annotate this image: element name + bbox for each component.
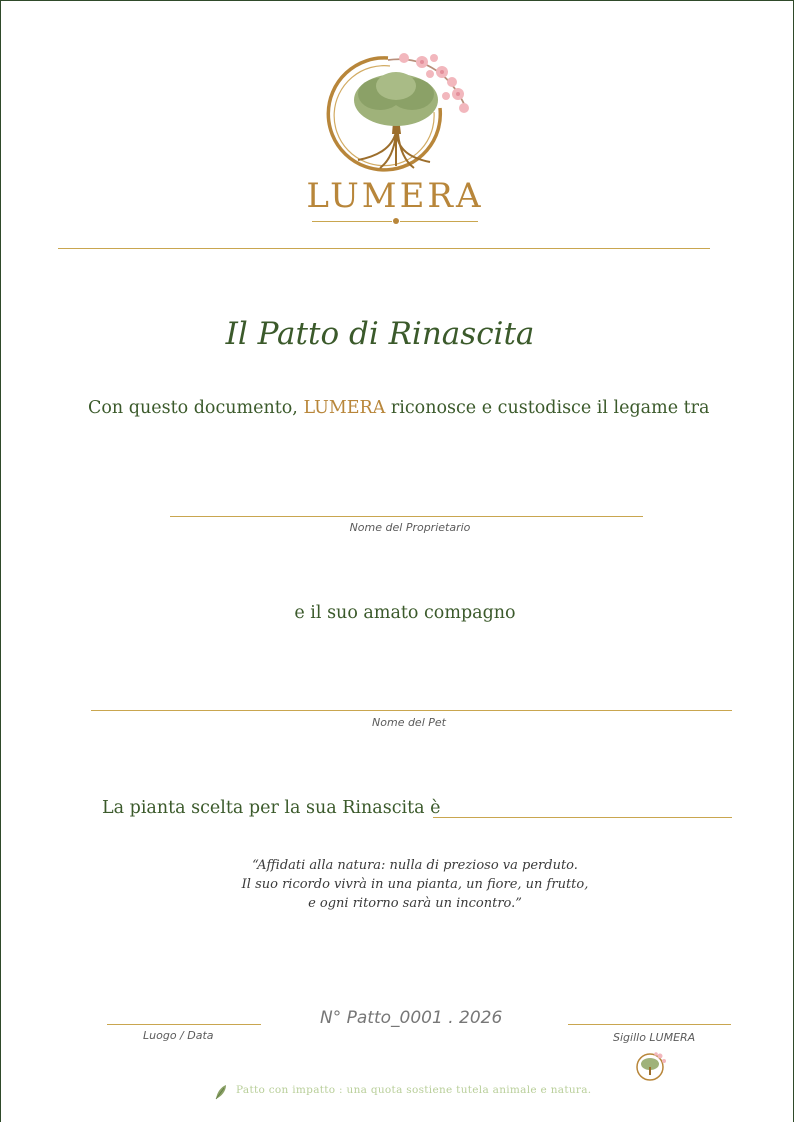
intro-text-before: Con questo documento,	[88, 398, 304, 418]
quote-block	[170, 856, 660, 913]
seal-caption: Sigillo LUMERA	[613, 1031, 696, 1044]
brand-wordmark: LUMERA	[306, 176, 484, 216]
header-divider	[58, 248, 710, 249]
owner-name-caption: Nome del Proprietario	[349, 521, 471, 534]
owner-name-line[interactable]	[170, 516, 643, 517]
logo-ornament-dot	[393, 218, 399, 224]
plant-text: La pianta scelta per la sua Rinascita è	[102, 798, 441, 818]
quote-line-2: Il suo ricordo vivrà in una pianta, un fiore, un frutto,	[241, 877, 589, 892]
place-date-caption: Luogo / Data	[143, 1029, 214, 1042]
pet-name-caption: Nome del Pet	[372, 716, 446, 729]
lumera-tree-logo	[318, 48, 478, 180]
pet-name-line[interactable]	[91, 710, 732, 711]
lumera-seal-icon	[634, 1049, 670, 1083]
logo-ornament-left	[312, 221, 392, 222]
intro-text	[88, 398, 709, 418]
logo-ornament-right	[400, 221, 478, 222]
plant-name-line[interactable]	[433, 817, 732, 818]
companion-text: e il suo amato compagno	[294, 603, 516, 623]
intro-brand: LUMERA	[303, 398, 386, 418]
intro-text-after: riconosce e custodisce il legame tra	[385, 398, 710, 418]
document-title: Il Patto di Rinascita	[225, 316, 535, 352]
leaf-icon	[214, 1084, 228, 1100]
patto-number: N° Patto_0001 . 2026	[320, 1008, 503, 1028]
place-date-line[interactable]	[107, 1024, 261, 1025]
quote-line-3: e ogni ritorno sarà un incontro.”	[308, 896, 522, 911]
footer-note: Patto con impatto : una quota sostiene tutela animale e natura.	[236, 1084, 592, 1096]
seal-line[interactable]	[568, 1024, 731, 1025]
quote-line-1: “Affidati alla natura: nulla di prezioso va perduto.	[252, 858, 578, 873]
